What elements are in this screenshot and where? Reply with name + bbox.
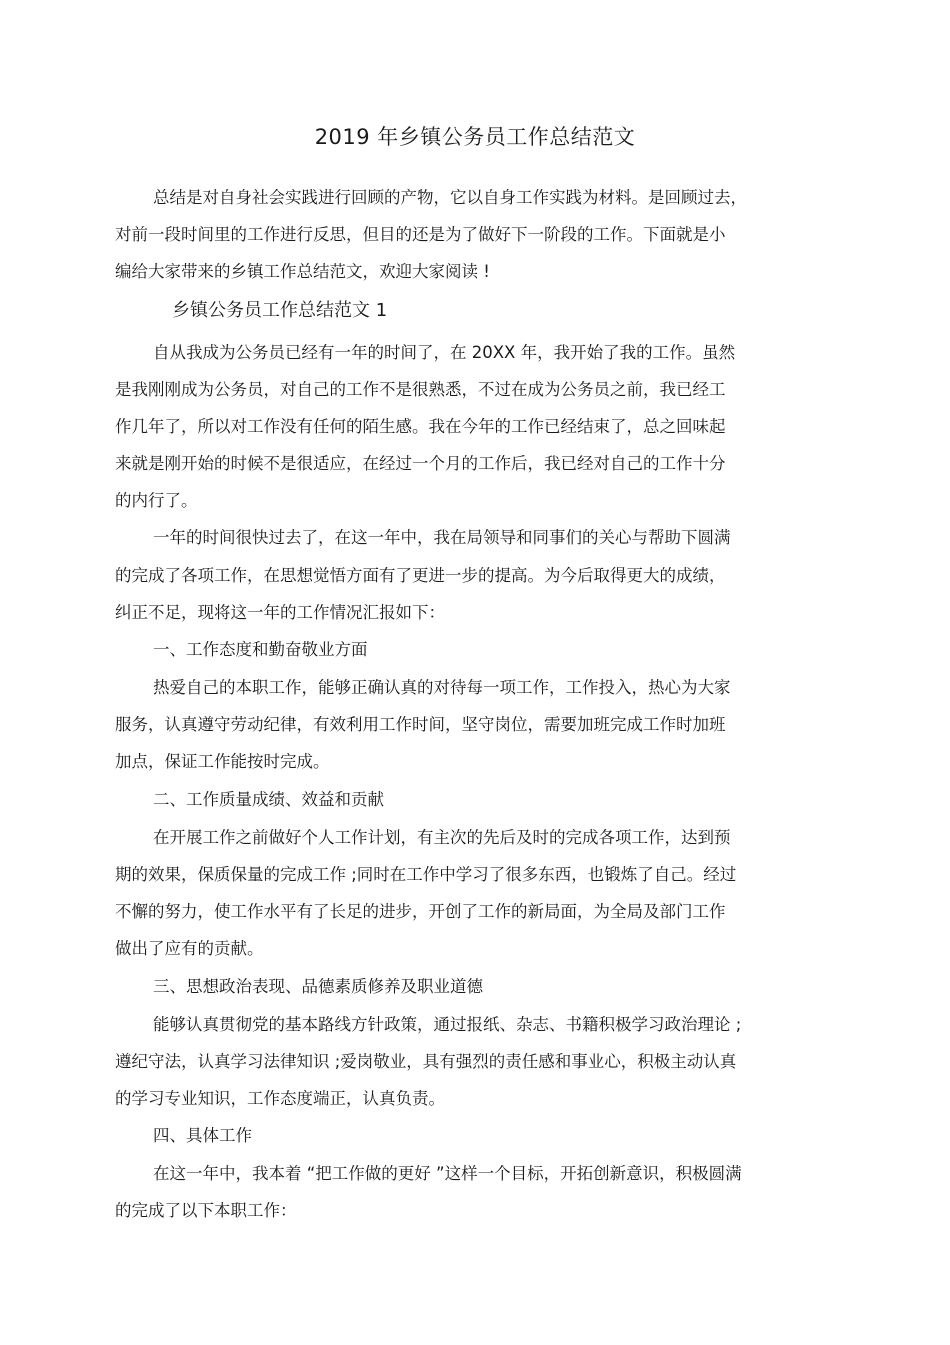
paragraph-line: 来就是刚开始的时候不是很适应，在经过一个月的工作后，我已经对自己的工作十分 [115, 454, 726, 473]
subheading: 三、思想政治表现、品德素质修养及职业道德 [153, 977, 483, 996]
paragraph-line: 的完成了各项工作，在思想觉悟方面有了更进一步的提高。为今后取得更大的成绩， [115, 566, 726, 585]
paragraph-line: 纠正不足，现将这一年的工作情况汇报如下： [115, 603, 445, 622]
paragraph-line: 期的效果，保质保量的完成工作 ;同时在工作中学习了很多东西，也锻炼了自己。经过 [115, 865, 737, 884]
paragraph-line: 编给大家带来的乡镇工作总结范文，欢迎大家阅读 ! [115, 262, 490, 281]
paragraph-line: 总结是对自身社会实践进行回顾的产物，它以自身工作实践为材料。是回顾过去， [153, 188, 747, 207]
paragraph-line: 对前一段时间里的工作进行反思，但目的还是为了做好下一阶段的工作。下面就是小 [115, 225, 726, 244]
paragraph-line: 的学习专业知识，工作态度端正，认真负责。 [115, 1089, 445, 1108]
paragraph-line: 在这一年中，我本着 “把工作做的更好 ”这样一个目标，开拓创新意识，积极圆满 [153, 1164, 742, 1183]
paragraph-line: 在开展工作之前做好个人工作计划，有主次的先后及时的完成各项工作，达到预 [153, 828, 731, 847]
paragraph-line: 遵纪守法，认真学习法律知识 ;爱岗敬业，具有强烈的责任感和事业心，积极主动认真 [115, 1052, 737, 1071]
paragraph-line: 的完成了以下本职工作： [115, 1201, 297, 1220]
subheading: 二、工作质量成绩、效益和贡献 [153, 790, 384, 809]
paragraph-line: 一年的时间很快过去了，在这一年中，我在局领导和同事们的关心与帮助下圆满 [153, 528, 731, 547]
paragraph-line: 加点，保证工作能按时完成。 [115, 752, 330, 771]
paragraph-line: 能够认真贯彻党的基本路线方针政策，通过报纸、杂志、书籍积极学习政治理论 ; [153, 1015, 742, 1034]
paragraph-line: 服务，认真遵守劳动纪律，有效利用工作时间，坚守岗位，需要加班完成工作时加班 [115, 715, 726, 734]
subheading: 一、工作态度和勤奋敬业方面 [153, 640, 368, 659]
paragraph-line: 作几年了，所以对工作没有任何的陌生感。我在今年的工作已经结束了，总之回味起 [115, 417, 726, 436]
paragraph-line: 自从我成为公务员已经有一年的时间了，在 20XX 年，我开始了我的工作。虽然 [153, 343, 736, 362]
paragraph-line: 的内行了。 [115, 491, 198, 510]
paragraph-line: 热爱自己的本职工作，能够正确认真的对待每一项工作，工作投入，热心为大家 [153, 678, 731, 697]
subheading: 四、具体工作 [153, 1126, 252, 1145]
paragraph-line: 不懈的努力，使工作水平有了长足的进步，开创了工作的新局面，为全局及部门工作 [115, 902, 726, 921]
document-title: 2019 年乡镇公务员工作总结范文 [314, 125, 636, 149]
paragraph-line: 做出了应有的贡献。 [115, 939, 264, 958]
paragraph-line: 是我刚刚成为公务员，对自己的工作不是很熟悉，不过在成为公务员之前，我已经工 [115, 380, 726, 399]
section-heading: 乡镇公务员工作总结范文 1 [172, 300, 388, 321]
